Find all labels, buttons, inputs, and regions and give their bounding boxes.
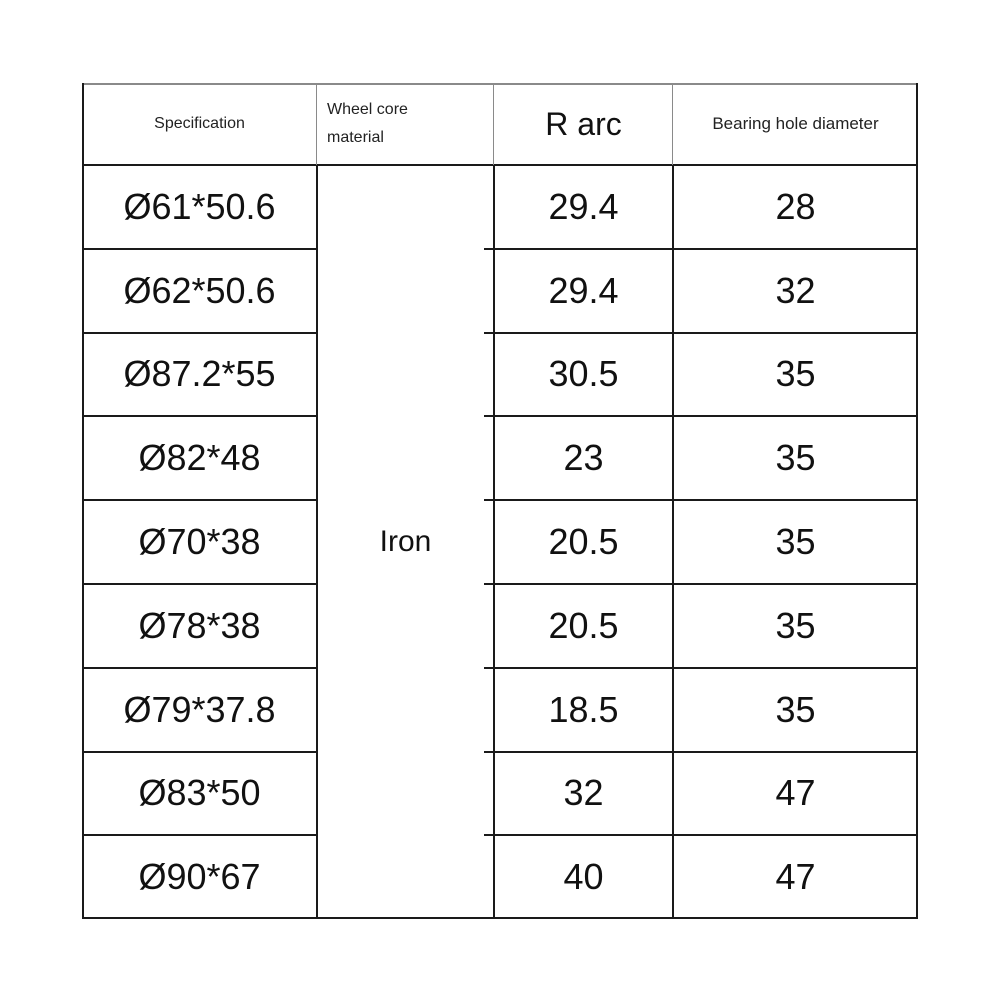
grid-line-row bbox=[484, 583, 918, 585]
header-bearing-hole-diameter: Bearing hole diameter bbox=[712, 114, 879, 133]
grid-line-row bbox=[484, 415, 918, 417]
spec-cell: Ø62*50.6 bbox=[123, 269, 276, 311]
r-arc-cell: 23 bbox=[563, 437, 604, 479]
spec-cell: Ø70*38 bbox=[138, 521, 261, 563]
grid-line-row bbox=[484, 667, 918, 669]
spec-cell: Ø61*50.6 bbox=[123, 185, 276, 227]
grid-line-row bbox=[484, 834, 918, 836]
material-cell: Iron bbox=[379, 525, 432, 558]
grid-line-v bbox=[493, 165, 495, 919]
spec-table bbox=[82, 83, 918, 919]
grid-line-v-header bbox=[316, 83, 317, 165]
grid-line-row bbox=[82, 667, 318, 669]
grid-line-row bbox=[484, 332, 918, 334]
header-r-arc: R arc bbox=[545, 106, 622, 142]
grid-line-row bbox=[82, 583, 318, 585]
r-arc-cell: 29.4 bbox=[548, 269, 619, 311]
grid-line-row bbox=[82, 751, 318, 753]
grid-line-v bbox=[672, 165, 674, 919]
grid-line-row bbox=[484, 499, 918, 501]
grid-line-row bbox=[484, 248, 918, 250]
r-arc-cell: 20.5 bbox=[548, 604, 619, 646]
header-wheel-core-material: Wheel core material bbox=[327, 101, 408, 146]
bearing-cell: 28 bbox=[775, 185, 816, 227]
spec-cell: Ø90*67 bbox=[138, 856, 261, 898]
bearing-cell: 35 bbox=[775, 604, 816, 646]
grid-line-v bbox=[316, 165, 318, 919]
r-arc-cell: 32 bbox=[563, 772, 604, 814]
grid-line-header bbox=[82, 164, 918, 166]
bearing-cell: 32 bbox=[775, 269, 816, 311]
bearing-cell: 47 bbox=[775, 856, 816, 898]
grid-line-row bbox=[82, 332, 318, 334]
grid-line-bottom bbox=[82, 917, 918, 919]
r-arc-cell: 20.5 bbox=[548, 521, 619, 563]
r-arc-cell: 29.4 bbox=[548, 185, 619, 227]
grid-line-right bbox=[916, 83, 918, 919]
r-arc-cell: 30.5 bbox=[548, 353, 619, 395]
grid-line-row bbox=[82, 499, 318, 501]
r-arc-cell: 18.5 bbox=[548, 688, 619, 730]
spec-cell: Ø82*48 bbox=[138, 437, 261, 479]
grid-line-row bbox=[82, 415, 318, 417]
grid-line-row bbox=[82, 834, 318, 836]
header-specification: Specification bbox=[154, 115, 245, 132]
bearing-cell: 35 bbox=[775, 688, 816, 730]
grid-line-row bbox=[82, 248, 318, 250]
bearing-cell: 35 bbox=[775, 353, 816, 395]
bearing-cell: 35 bbox=[775, 521, 816, 563]
grid-line-left bbox=[82, 83, 84, 919]
spec-cell: Ø79*37.8 bbox=[123, 688, 276, 730]
spec-cell: Ø78*38 bbox=[138, 604, 261, 646]
bearing-cell: 47 bbox=[775, 772, 816, 814]
spec-cell: Ø83*50 bbox=[138, 772, 261, 814]
spec-cell: Ø87.2*55 bbox=[123, 353, 276, 395]
r-arc-cell: 40 bbox=[563, 856, 604, 898]
grid-line-v-header bbox=[672, 83, 673, 165]
bearing-cell: 35 bbox=[775, 437, 816, 479]
grid-line-v-header bbox=[493, 83, 494, 165]
grid-line-row bbox=[484, 751, 918, 753]
grid-line-top bbox=[82, 83, 918, 85]
